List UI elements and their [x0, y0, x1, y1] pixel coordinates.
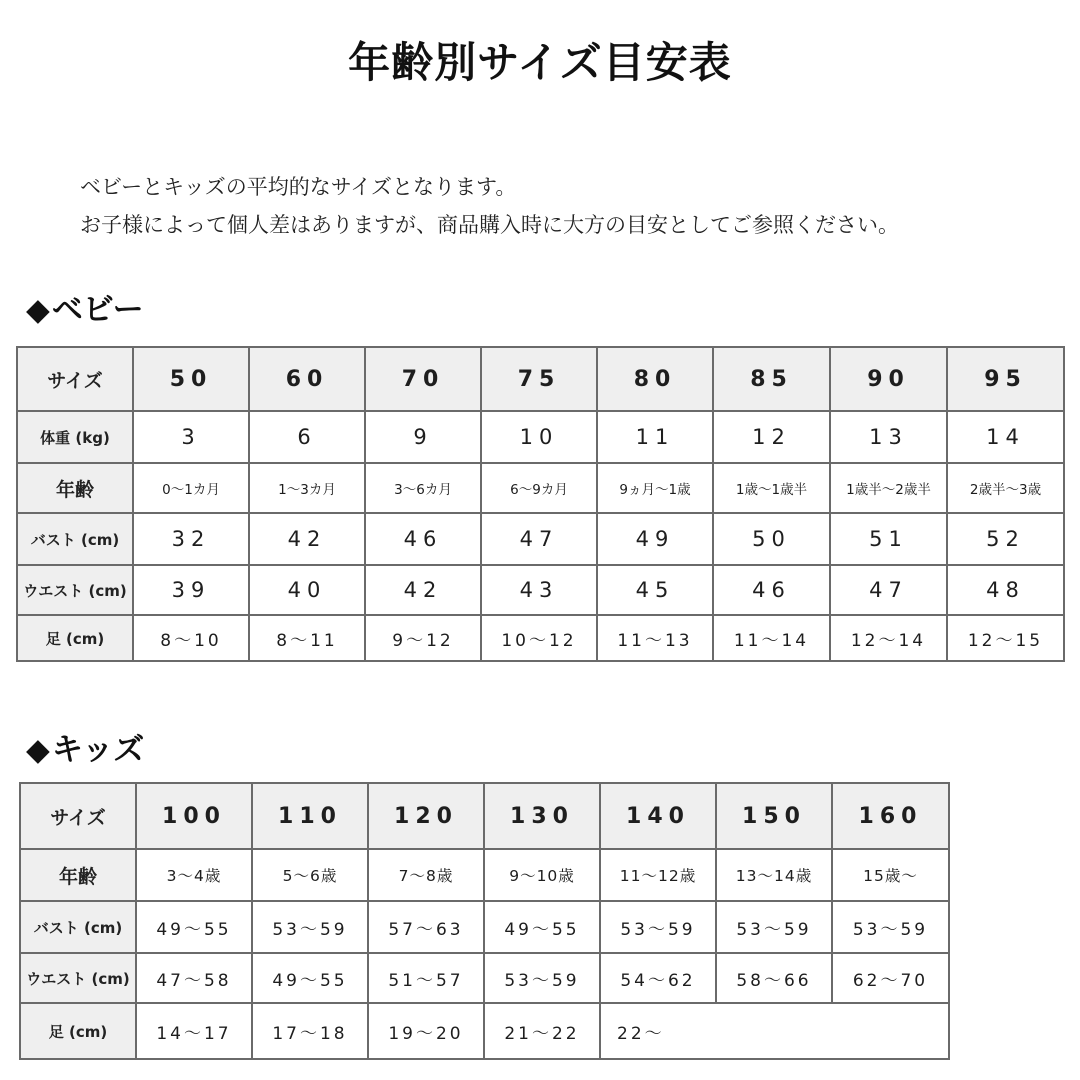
size-cell: 50	[133, 347, 249, 411]
table-cell: 53〜59	[252, 901, 368, 953]
table-row	[17, 463, 1064, 513]
table-cell: 9〜10歳	[484, 849, 600, 901]
table-cell: 10〜12	[481, 615, 597, 661]
row-label: バスト (cm)	[17, 513, 133, 565]
table-cell: 14	[947, 411, 1064, 463]
table-cell: 19〜20	[368, 1003, 484, 1059]
intro-line-2: お子様によって個人差はありますが、商品購入時に大方の目安としてご参照ください。	[80, 213, 899, 237]
table-cell: 1歳半〜2歳半	[830, 463, 947, 513]
table-cell: 5〜6歳	[252, 849, 368, 901]
table-cell: 22〜	[600, 1003, 949, 1059]
table-cell: 47	[481, 513, 597, 565]
size-cell: 160	[832, 783, 949, 849]
baby-heading-text: ベビー	[51, 292, 144, 328]
table-cell: 53〜59	[600, 901, 716, 953]
table-cell: 0〜1カ月	[133, 463, 249, 513]
size-cell: 150	[716, 783, 832, 849]
table-row	[20, 953, 949, 1003]
table-cell: 9〜12	[365, 615, 481, 661]
table-cell: 15歳〜	[832, 849, 949, 901]
table-cell: 13	[830, 411, 947, 463]
table-cell: 57〜63	[368, 901, 484, 953]
table-cell: 1〜3カ月	[249, 463, 365, 513]
row-label: 足 (cm)	[17, 615, 133, 661]
table-cell: 51〜57	[368, 953, 484, 1003]
table-row	[17, 615, 1064, 661]
row-label: ウエスト (cm)	[20, 953, 136, 1003]
table-row	[17, 565, 1064, 615]
table-cell: 42	[249, 513, 365, 565]
baby-section-heading	[26, 284, 144, 329]
table-cell: 8〜11	[249, 615, 365, 661]
table-cell: 43	[481, 565, 597, 615]
table-cell: 45	[597, 565, 713, 615]
table-cell: 6	[249, 411, 365, 463]
table-cell: 58〜66	[716, 953, 832, 1003]
page-title: 年齢別サイズ目安表	[348, 38, 732, 87]
intro-text	[80, 168, 899, 244]
size-cell: 120	[368, 783, 484, 849]
table-cell: 52	[947, 513, 1064, 565]
table-cell: 11〜14	[713, 615, 830, 661]
table-row	[17, 347, 1064, 411]
table-row	[20, 901, 949, 953]
size-cell: 95	[947, 347, 1064, 411]
table-cell: 6〜9カ月	[481, 463, 597, 513]
row-label: バスト (cm)	[20, 901, 136, 953]
table-cell: 12〜15	[947, 615, 1064, 661]
size-cell: 80	[597, 347, 713, 411]
table-cell: 51	[830, 513, 947, 565]
table-cell: 39	[133, 565, 249, 615]
table-cell: 42	[365, 565, 481, 615]
diamond-icon: ◆	[26, 732, 50, 768]
table-cell: 32	[133, 513, 249, 565]
table-cell: 40	[249, 565, 365, 615]
row-label: サイズ	[20, 783, 136, 849]
table-cell: 62〜70	[832, 953, 949, 1003]
table-row	[20, 849, 949, 901]
table-cell: 1歳〜1歳半	[713, 463, 830, 513]
size-cell: 70	[365, 347, 481, 411]
table-cell: 14〜17	[136, 1003, 252, 1059]
table-cell: 48	[947, 565, 1064, 615]
table-cell: 13〜14歳	[716, 849, 832, 901]
table-row	[17, 513, 1064, 565]
table-cell: 46	[365, 513, 481, 565]
row-label: 年齢	[20, 849, 136, 901]
table-cell: 46	[713, 565, 830, 615]
table-cell: 49〜55	[136, 901, 252, 953]
table-cell: 49	[597, 513, 713, 565]
table-cell: 47〜58	[136, 953, 252, 1003]
table-cell: 11〜12歳	[600, 849, 716, 901]
table-cell: 12〜14	[830, 615, 947, 661]
table-cell: 3〜4歳	[136, 849, 252, 901]
table-cell: 49〜55	[484, 901, 600, 953]
table-cell: 9	[365, 411, 481, 463]
size-cell: 100	[136, 783, 252, 849]
kids-section-heading	[26, 724, 144, 769]
table-cell: 12	[713, 411, 830, 463]
row-label: 足 (cm)	[20, 1003, 136, 1059]
diamond-icon: ◆	[26, 292, 50, 328]
table-row	[20, 1003, 949, 1059]
row-label: ウエスト (cm)	[17, 565, 133, 615]
table-cell: 21〜22	[484, 1003, 600, 1059]
row-label: 体重 (kg)	[17, 411, 133, 463]
table-cell: 3〜6カ月	[365, 463, 481, 513]
row-label: 年齢	[17, 463, 133, 513]
table-cell: 2歳半〜3歳	[947, 463, 1064, 513]
size-cell: 130	[484, 783, 600, 849]
baby-size-table	[16, 346, 1065, 662]
kids-heading-text: キッズ	[51, 732, 145, 768]
size-cell: 75	[481, 347, 597, 411]
table-cell: 9ヵ月〜1歳	[597, 463, 713, 513]
table-row	[20, 783, 949, 849]
intro-line-1: ベビーとキッズの平均的なサイズとなります。	[80, 175, 517, 199]
table-cell: 53〜59	[484, 953, 600, 1003]
table-cell: 7〜8歳	[368, 849, 484, 901]
size-cell: 85	[713, 347, 830, 411]
table-row	[17, 411, 1064, 463]
table-cell: 53〜59	[832, 901, 949, 953]
table-cell: 54〜62	[600, 953, 716, 1003]
table-cell: 53〜59	[716, 901, 832, 953]
table-cell: 50	[713, 513, 830, 565]
table-cell: 11〜13	[597, 615, 713, 661]
size-cell: 140	[600, 783, 716, 849]
row-label: サイズ	[17, 347, 133, 411]
size-cell: 110	[252, 783, 368, 849]
table-cell: 49〜55	[252, 953, 368, 1003]
size-cell: 60	[249, 347, 365, 411]
size-cell: 90	[830, 347, 947, 411]
table-cell: 47	[830, 565, 947, 615]
table-cell: 17〜18	[252, 1003, 368, 1059]
table-cell: 8〜10	[133, 615, 249, 661]
kids-size-table	[19, 782, 950, 1060]
table-cell: 3	[133, 411, 249, 463]
table-cell: 11	[597, 411, 713, 463]
table-cell: 10	[481, 411, 597, 463]
